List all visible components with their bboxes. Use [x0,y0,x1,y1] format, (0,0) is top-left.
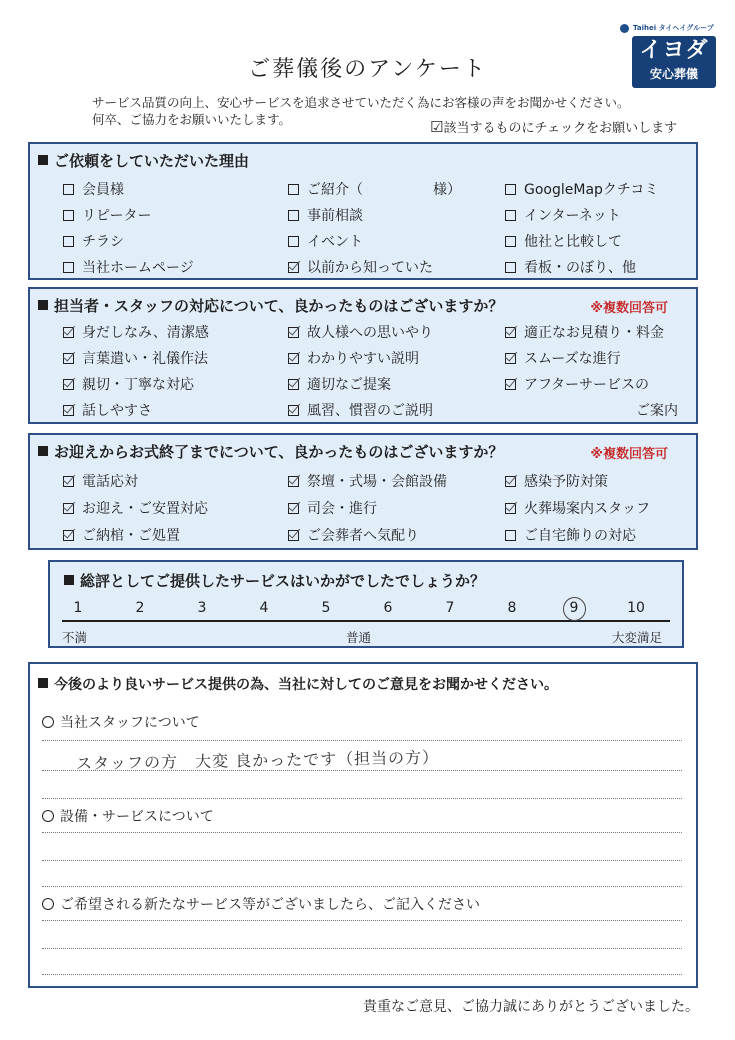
checkbox-option[interactable] [63,525,180,545]
rating-option-5[interactable]: 5 [321,600,331,616]
checkbox-label: ご自宅飾りの対応 [524,528,636,544]
checkbox-option[interactable] [288,231,363,251]
checkbox-option[interactable] [288,525,419,545]
checked-box-icon[interactable] [288,379,299,390]
logo-small-text: Taihei タイヘイグループ [633,24,714,32]
checked-box-icon[interactable] [63,353,74,364]
rating-option-4[interactable]: 4 [259,600,269,616]
checkbox-label: 祭壇・式場・会館設備 [307,474,447,490]
checkbox-label: ご紹介（ 様） [307,182,461,198]
section-staff [28,287,698,424]
rating-option-8[interactable]: 8 [507,600,517,616]
checkbox-label: チラシ [82,234,124,250]
answer-line [42,740,682,741]
thank-you-note: 貴重なご意見、ご協力誠にありがとうございました。 [363,999,699,1015]
circle-bullet-icon [42,898,54,910]
checkbox-option[interactable] [63,471,138,491]
check-instruction-text: 該当するものにチェックをお願いします [443,121,678,136]
checkbox-label: 電話応対 [82,474,138,490]
answer-line [42,974,682,975]
section-title: 担当者・スタッフの対応について、良かったものはございますか？ [38,295,503,316]
checked-box-icon[interactable] [63,530,74,541]
checkbox-option[interactable] [505,231,622,251]
square-bullet-icon [38,155,48,165]
checkbox-option[interactable] [505,257,636,277]
checkbox-label: イベント [307,234,363,250]
opinion-section [28,662,698,988]
checkbox-label: インターネット [524,208,621,224]
multiple-answer-note: ※複数回答可 [590,447,668,462]
checkbox-label: 話しやすさ [82,403,152,419]
square-bullet-icon [64,575,74,585]
checkbox-label: わかりやすい説明 [307,351,419,367]
checked-box-icon[interactable] [63,503,74,514]
checkbox-option[interactable] [288,374,391,394]
logo-name: イヨダ [639,38,709,63]
question-facilities: 設備・サービスについて [42,806,214,826]
check-instruction [430,117,677,136]
checkbox-option[interactable] [288,205,363,225]
checkbox-icon[interactable] [63,236,74,247]
checkbox-option[interactable] [505,525,636,545]
checked-box-icon[interactable] [288,262,299,273]
checkbox-option[interactable] [63,374,194,394]
checked-box-icon[interactable] [288,405,299,416]
logo-sub: 安心葬儀 [649,67,698,81]
rating-title: 総評としてご提供したサービスはいかがでしたでしょうか？ [64,570,485,591]
checkbox-option[interactable] [505,498,650,518]
checked-box-icon[interactable] [505,379,516,390]
circle-bullet-icon [42,716,54,728]
checkbox-label: 以前から知っていた [307,260,433,276]
checked-box-icon[interactable] [63,379,74,390]
checkbox-option[interactable] [288,498,377,518]
checkbox-option[interactable] [63,231,124,251]
intro-line-1: サービス品質の向上、安心サービスを追求させていただく為にお客様の声をお聞かせください。 [92,95,630,110]
checkbox-option[interactable] [505,374,649,394]
checked-box-icon[interactable] [63,405,74,416]
checked-box-icon[interactable] [505,353,516,364]
checkbox-icon[interactable] [505,262,516,273]
intro-line-2: 何卒、ご協力をお願いいたします。 [92,112,292,127]
checked-box-icon[interactable] [288,503,299,514]
checkbox-option[interactable] [63,498,208,518]
checkbox-option[interactable] [63,348,208,368]
checkbox-icon[interactable] [505,530,516,541]
checkbox-label: 適正なお見積り・料金 [524,325,664,341]
checkbox-label: 他社と比較して [524,234,622,250]
checkbox-label: 当社ホームページ [82,260,194,276]
rating-option-9[interactable]: 9 [564,600,584,616]
overall-rating [48,560,684,648]
rating-label-mid: 普通 [346,630,372,645]
checkbox-option[interactable] [505,179,658,199]
checkbox-option[interactable] [63,400,152,420]
checkbox-option[interactable] [288,471,447,491]
checkbox-label: 看板・のぼり、他 [524,260,636,276]
answer-line [42,948,682,949]
checkbox-label: ご会葬者へ気配り [307,528,419,544]
section-title: ご依頼をしていただいた理由 [38,150,249,171]
checkbox-icon[interactable] [505,184,516,195]
checkbox-option[interactable] [288,322,433,342]
checkbox-icon[interactable] [63,184,74,195]
rating-option-6[interactable]: 6 [383,600,393,616]
checked-box-icon[interactable] [288,327,299,338]
rating-scale-line [62,620,670,622]
checkbox-icon[interactable] [288,210,299,221]
square-bullet-icon [38,446,48,456]
rating-option-1[interactable]: 1 [73,600,83,616]
checkbox-icon[interactable] [63,262,74,273]
checkbox-label: 身だしなみ、清潔感 [82,325,209,341]
question-new-services: ご希望される新たなサービス等がございましたら、ご記入ください [42,894,480,914]
check-mark-icon: ☑ [430,118,444,136]
checkbox-label: ご納棺・ご処置 [82,528,180,544]
rating-option-2[interactable]: 2 [135,600,145,616]
question-staff: 当社スタッフについて [42,712,200,732]
checkbox-option[interactable] [505,322,664,342]
square-bullet-icon [38,300,48,310]
checkbox-option[interactable] [288,400,433,420]
checkbox-label: 火葬場案内スタッフ [524,501,650,517]
rating-label-high: 大変満足 [612,630,663,645]
logo-top [620,22,720,34]
section-reason [28,142,698,280]
answer-line [42,798,682,799]
checkbox-label: お迎え・ご安置対応 [82,501,208,517]
checkbox-label: スムーズな進行 [524,351,621,367]
checkbox-icon[interactable] [288,236,299,247]
checked-box-icon[interactable] [505,327,516,338]
checked-box-icon[interactable] [63,327,74,338]
checkbox-option[interactable] [63,179,124,199]
rating-option-7[interactable]: 7 [445,600,455,616]
checkbox-icon[interactable] [505,236,516,247]
checkbox-option[interactable] [505,471,608,491]
checkbox-icon[interactable] [288,184,299,195]
page-title: ご葬儀後のアンケート [248,57,487,82]
answer-line [42,770,682,771]
checkbox-option[interactable] [63,205,151,225]
checkbox-option[interactable] [63,257,194,277]
checkbox-icon[interactable] [63,210,74,221]
checkbox-option[interactable] [288,348,419,368]
checkbox-label: 感染予防対策 [524,474,608,490]
answer-line [42,886,682,887]
checkbox-option[interactable] [288,257,433,277]
checked-box-icon[interactable] [288,476,299,487]
checkbox-label: アフターサービスの [524,377,650,393]
checkbox-option[interactable] [505,205,621,225]
checkbox-label: 故人様への思いやり [307,325,433,341]
checkbox-label: リピーター [82,208,152,224]
checkbox-option[interactable] [288,179,461,199]
checkbox-icon[interactable] [505,210,516,221]
answer-line [42,920,682,921]
checked-box-icon[interactable] [505,503,516,514]
checkbox-option[interactable] [505,348,621,368]
checkbox-option[interactable] [63,322,209,342]
rating-label-low: 不満 [62,630,88,645]
checkbox-label: 事前相談 [307,208,363,224]
square-bullet-icon [38,678,48,688]
answer-line [42,832,682,833]
logo-mark-icon [620,24,629,33]
option-continuation: ご案内 [636,403,678,419]
multiple-answer-note: ※複数回答可 [590,301,668,316]
checked-box-icon[interactable] [288,353,299,364]
checkbox-label: 司会・進行 [307,501,377,517]
section-title: お迎えからお式終了までについて、良かったものはございますか？ [38,441,503,462]
checked-box-icon[interactable] [63,476,74,487]
checkbox-label: GoogleMapクチコミ [524,182,659,198]
checkbox-label: 会員様 [82,182,124,198]
circle-bullet-icon [42,810,54,822]
answer-staff-handwritten[interactable]: スタッフの方 大変 良かったです（担当の方） [75,747,440,774]
checkbox-label: 言葉遣い・礼儀作法 [82,351,208,367]
rating-option-3[interactable]: 3 [197,600,207,616]
checkbox-label: 風習、慣習のご説明 [307,403,433,419]
opinion-title: 今後のより良いサービス提供の為、当社に対してのご意見をお聞かせください。 [38,674,558,694]
answer-line [42,860,682,861]
checkbox-label: 適切なご提案 [307,377,391,393]
checkbox-label: 親切・丁寧な対応 [82,377,194,393]
section-ceremony [28,433,698,550]
checked-box-icon[interactable] [288,530,299,541]
checked-box-icon[interactable] [505,476,516,487]
rating-option-10[interactable]: 10 [627,600,645,616]
